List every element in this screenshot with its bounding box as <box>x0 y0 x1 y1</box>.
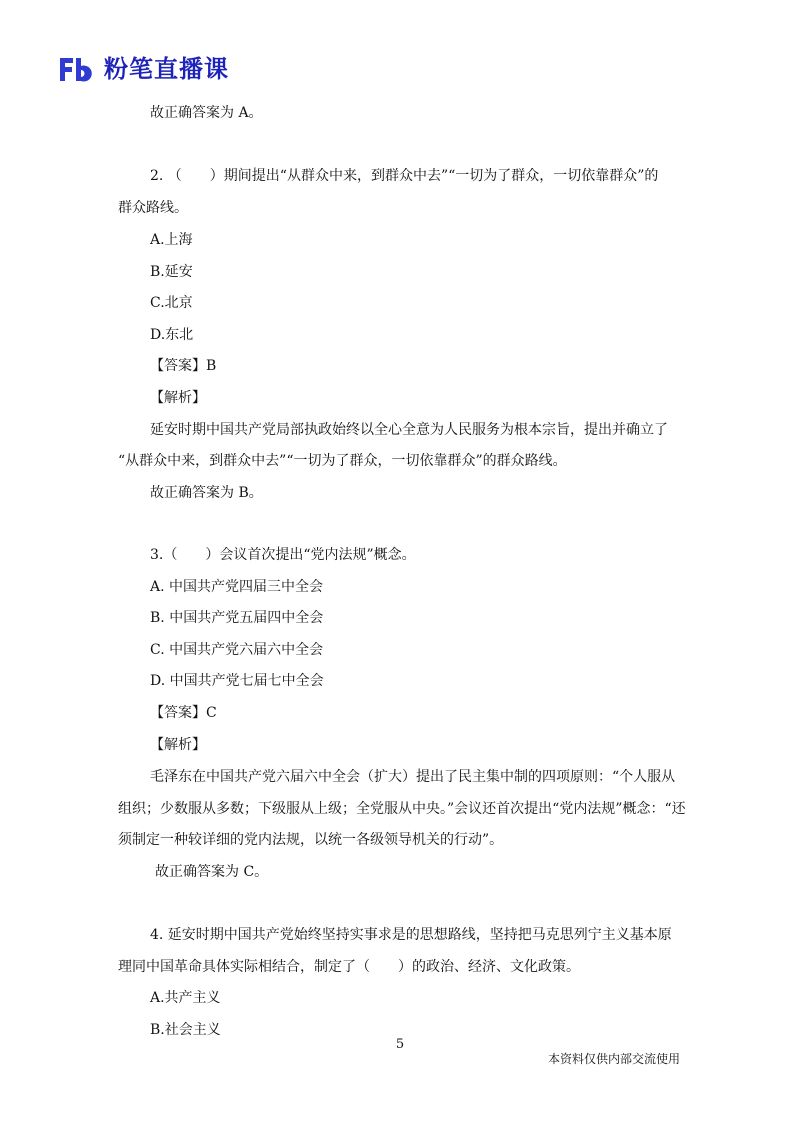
text-line: 故正确答案为 C。 <box>155 864 269 880</box>
text-line: 故正确答案为 B。 <box>150 485 263 501</box>
option-c: C. 中国共产党六届六中全会 <box>150 642 324 658</box>
analysis-label: 【解析】 <box>150 737 206 753</box>
option-d: D. 中国共产党七届七中全会 <box>150 673 324 689</box>
brand-name: 粉笔直播课 <box>104 55 229 83</box>
option-a: A. 中国共产党四届三中全会 <box>150 579 324 595</box>
footer-note: 本资料仅供内部交流使用 <box>547 1052 680 1066</box>
question-2-stem-cont: 群众路线。 <box>118 200 188 216</box>
option-d: D.东北 <box>150 327 194 343</box>
answer-label: 【答案】C <box>150 705 217 721</box>
answer-label: 【答案】B <box>150 358 217 374</box>
analysis-text: “从群众中来，到群众中去”“一切为了群众，一切依靠群众”的群众路线。 <box>118 453 567 469</box>
question-3-stem: 3.（ ）会议首次提出“党内法规”概念。 <box>150 547 416 563</box>
question-2-stem: 2. （ ）期间提出“从群众中来，到群众中去”“一切为了群众，一切依靠群众”的 <box>150 168 659 184</box>
option-b: B. 中国共产党五届四中全会 <box>150 610 324 626</box>
analysis-label: 【解析】 <box>150 390 206 406</box>
fb-logo-icon <box>58 54 98 84</box>
text-line: 故正确答案为 A。 <box>150 105 263 121</box>
option-a: A.共产主义 <box>150 990 221 1006</box>
option-b: B.社会主义 <box>150 1022 221 1038</box>
analysis-text: 组织；少数服从多数；下级服从上级；全党服从中央。”会议还首次提出“党内法规”概念：“还 <box>118 801 686 817</box>
analysis-text: 延安时期中国共产党局部执政始终以全心全意为人民服务为根本宗旨，提出并确立了 <box>150 422 668 438</box>
question-4-stem-cont: 理同中国革命具体实际相结合，制定了（ ）的政治、经济、文化政策。 <box>118 959 580 975</box>
option-c: C.北京 <box>150 295 193 311</box>
page-number: 5 <box>395 1037 405 1052</box>
question-4-stem: 4. 延安时期中国共产党始终坚持实事求是的思想路线，坚持把马克思列宁主义基本原 <box>150 927 672 943</box>
analysis-text: 须制定一种较详细的党内法规，以统一各级领导机关的行动”。 <box>118 832 504 848</box>
option-b: B.延安 <box>150 264 193 280</box>
brand-logo <box>58 52 229 86</box>
analysis-text: 毛泽东在中国共产党六届六中全会（扩大）提出了民主集中制的四项原则：“个人服从 <box>150 769 676 785</box>
option-a: A.上海 <box>150 232 193 248</box>
